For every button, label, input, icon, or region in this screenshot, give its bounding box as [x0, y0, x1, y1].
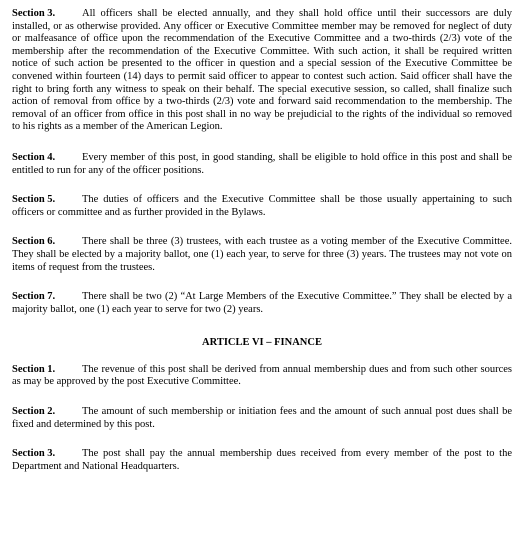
finance-section-3-paragraph [12, 448, 512, 473]
section-label: Section 4. [12, 151, 56, 163]
section-label: Section 3. [12, 448, 56, 460]
section-5-paragraph [12, 194, 512, 219]
section-text: The amount of such membership or initiation fees and the amount of such annual post dues shall be fixed and determined by this post. [12, 406, 512, 430]
section-label: Section 6. [12, 236, 56, 248]
section-text: The post shall pay the annual membership dues received from every member of the post to the Department and National Headquarters. [12, 448, 512, 472]
finance-section-1-paragraph [12, 364, 512, 389]
section-4-paragraph [12, 152, 512, 177]
section-7-paragraph [12, 291, 512, 316]
section-label: Section 2. [12, 406, 56, 418]
section-text: The duties of officers and the Executive Committee shall be those usually appertaining to such officers or committee and as further provided in the Bylaws. [12, 194, 512, 218]
section-6-paragraph [12, 236, 512, 274]
article-heading: ARTICLE VI – FINANCE [202, 337, 322, 349]
section-text: Every member of this post, in good standing, shall be eligible to hold office in this post and shall be entitled to run for any of the officer positions. [12, 151, 512, 176]
finance-section-2-paragraph [12, 406, 512, 431]
section-3-paragraph [12, 8, 512, 134]
section-label: Section 7. [12, 291, 56, 303]
section-text: There shall be three (3) trustees, with each trustee as a voting member of the Executive Committee. They shall be elected by a majority ballot, one (1) each year, to serve for three (3) years. The trustees may not vote on items of request from the trustees. [12, 236, 512, 273]
section-text: The revenue of this post shall be derived from annual membership dues and from such other sources as may be approved by the post Executive Committee. [12, 363, 512, 388]
section-text: There shall be two (2) “At Large Members of the Executive Committee.” They shall be elected by a majority ballot, one (1) each year to serve for two (2) years. [12, 291, 512, 315]
section-label: Section 3. [12, 8, 56, 19]
section-text: All officers shall be elected annually, and they shall hold office until their successors are duly installed, or as otherwise provided. Any officer or Executive Committee member may be removed for neglect of duty or malfeasance of office upon the recommendation of the Executive Committee and a two-thirds (2/3) vote of the membership after the recommendation of the Executive Committee. With such action, it shall be required written notice of such action be presented to the officer in question and a special session of the Executive Committee be convened within fourteen (14) days to permit said officer to appear to contest such action. Said officer shall have the right to bring forth any witness to speak on their behalf. The special executive session, so called, shall finalize such action of removal from office by a two-thirds (2/3) vote and forward said recommendation to the membership. The removal of an officer from office in this post shall in no way be prejudicial to the rights of the individual so removed to his rights as a member of the American Legion. [12, 8, 512, 133]
section-label: Section 5. [12, 194, 56, 206]
section-label: Section 1. [12, 363, 56, 375]
